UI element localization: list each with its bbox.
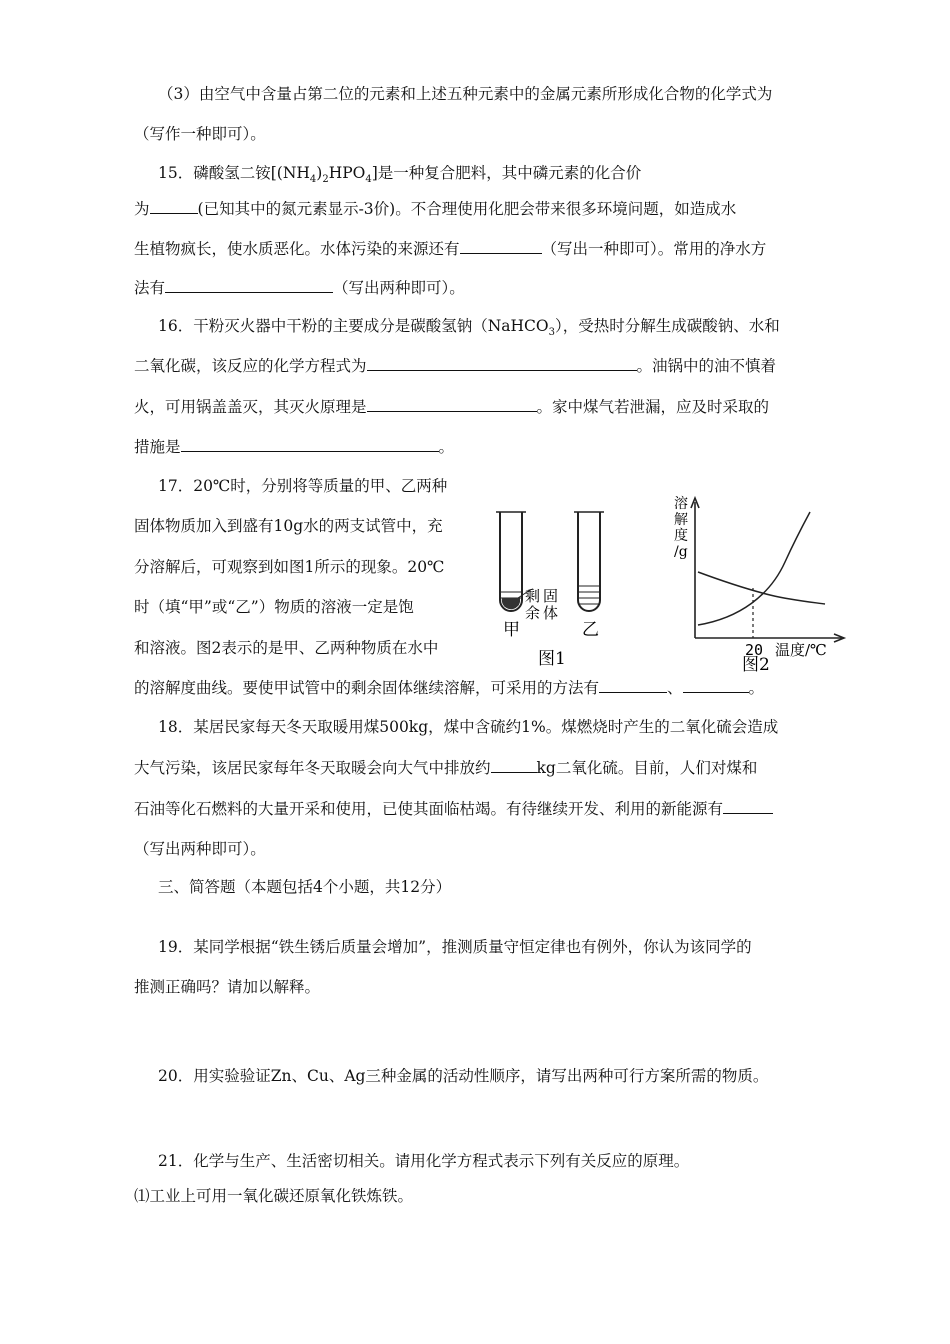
- q17-line1: 17．20℃时，分别将等质量的甲、乙两种: [158, 477, 448, 495]
- answer-blank[interactable]: [165, 278, 333, 293]
- fig1-caption: 图1: [538, 649, 566, 669]
- q16-line4: 措施是 。: [134, 438, 455, 456]
- q19-line2: 推测正确吗？请加以解释。: [134, 978, 321, 996]
- y-axis-label-1: 溶: [674, 496, 688, 512]
- y-axis-label-3: 度: [674, 528, 688, 544]
- y-axis-label-4: /g: [674, 544, 688, 560]
- q17-line2: 固体物质加入到盛有10g水的两支试管中，充: [134, 517, 443, 535]
- answer-blank[interactable]: [367, 356, 637, 371]
- section3-heading: 三、简答题（本题包括4个小题，共12分）: [158, 878, 452, 896]
- series-rising: [698, 512, 810, 625]
- answer-blank[interactable]: [150, 199, 198, 214]
- residue-label-1: 剩余: [523, 588, 541, 622]
- q15-line1: 15．磷酸氢二铵$[(NH_4)_2HPO_4]$是一种复合肥料，其中磷元素的化合价: [158, 164, 642, 186]
- q20-line1: 20．用实验验证Zn、Cu、Ag三种金属的活动性顺序，请写出两种可行方案所需的物质。: [158, 1067, 769, 1085]
- test-tube-yi: [574, 512, 604, 611]
- q16-line3: 火，可用锅盖盖灭，其灭火原理是 。家中煤气若泄漏，应及时采取的: [134, 398, 770, 416]
- tube-label-jia: 甲: [503, 620, 520, 640]
- q17-line3: 分溶解后，可观察到如图1所示的现象。20℃: [134, 558, 445, 576]
- x-tick-20: 20: [745, 641, 764, 659]
- q16-line1: 16．干粉灭火器中干粉的主要成分是碳酸氢钠（NaHCO$_3$），受热时分解生成碳酸钠、水和: [158, 317, 780, 339]
- solubility-chart: [674, 495, 844, 659]
- q15-line2: 为 (已知其中的氮元素显示-3价)。不合理使用化肥会带来很多环境问题，如造成水: [134, 200, 737, 218]
- q18-line1: 18．某居民家每天冬天取暖用煤500kg，煤中含硫约1%。煤燃烧时产生的二氧化硫会造成: [158, 718, 779, 736]
- q15-line4: 法有 （写出两种即可）。: [134, 279, 465, 297]
- q17-line6: 的溶解度曲线。要使甲试管中的剩余固体继续溶解，可采用的方法有 、 。: [134, 679, 765, 697]
- q18-line4: （写出两种即可）。: [134, 840, 266, 858]
- answer-blank[interactable]: [367, 397, 537, 412]
- q14-3-line2: （写作一种即可）。: [134, 125, 266, 143]
- answer-blank[interactable]: [723, 799, 773, 814]
- figures: [470, 490, 850, 675]
- answer-blank[interactable]: [491, 758, 537, 773]
- answer-blank[interactable]: [599, 678, 667, 693]
- q15-line3: 生植物疯长，使水质恶化。水体污染的来源还有 （写出一种即可）。常用的净水方: [134, 240, 767, 258]
- answer-blank[interactable]: [460, 239, 542, 254]
- series-falling: [698, 572, 825, 604]
- q17-line5: 和溶液。图2表示的是甲、乙两种物质在水中: [134, 639, 439, 657]
- fig2-caption: 图2: [742, 655, 770, 675]
- tube-label-yi: 乙: [582, 620, 599, 640]
- q21-line2: ⑴工业上可用一氧化碳还原氧化铁炼铁。: [134, 1187, 414, 1205]
- q21-line1: 21．化学与生产、生活密切相关。请用化学方程式表示下列有关反应的原理。: [158, 1152, 690, 1170]
- q14-3-line1: （3）由空气中含量占第二位的元素和上述五种元素中的金属元素所形成化合物的化学式为: [158, 85, 773, 103]
- answer-blank[interactable]: [181, 437, 439, 452]
- q16-line2: 二氧化碳，该反应的化学方程式为 。油锅中的油不慎着: [134, 357, 777, 375]
- q19-line1: 19．某同学根据“铁生锈后质量会增加”，推测质量守恒定律也有例外，你认为该同学的: [158, 938, 752, 956]
- y-axis-label-2: 解: [674, 512, 688, 528]
- q17-line4: 时（填“甲”或“乙”）物质的溶液一定是饱: [134, 598, 414, 616]
- residue-label-2: 固体: [541, 588, 559, 622]
- x-axis-label: 温度/℃: [775, 641, 827, 659]
- answer-blank[interactable]: [683, 678, 749, 693]
- q18-line3: 石油等化石燃料的大量开采和使用，已使其面临枯竭。有待继续开发、利用的新能源有: [134, 799, 773, 819]
- q18-line2: 大气污染，该居民家每年冬天取暖会向大气中排放约 kg二氧化硫。目前，人们对煤和: [134, 759, 758, 777]
